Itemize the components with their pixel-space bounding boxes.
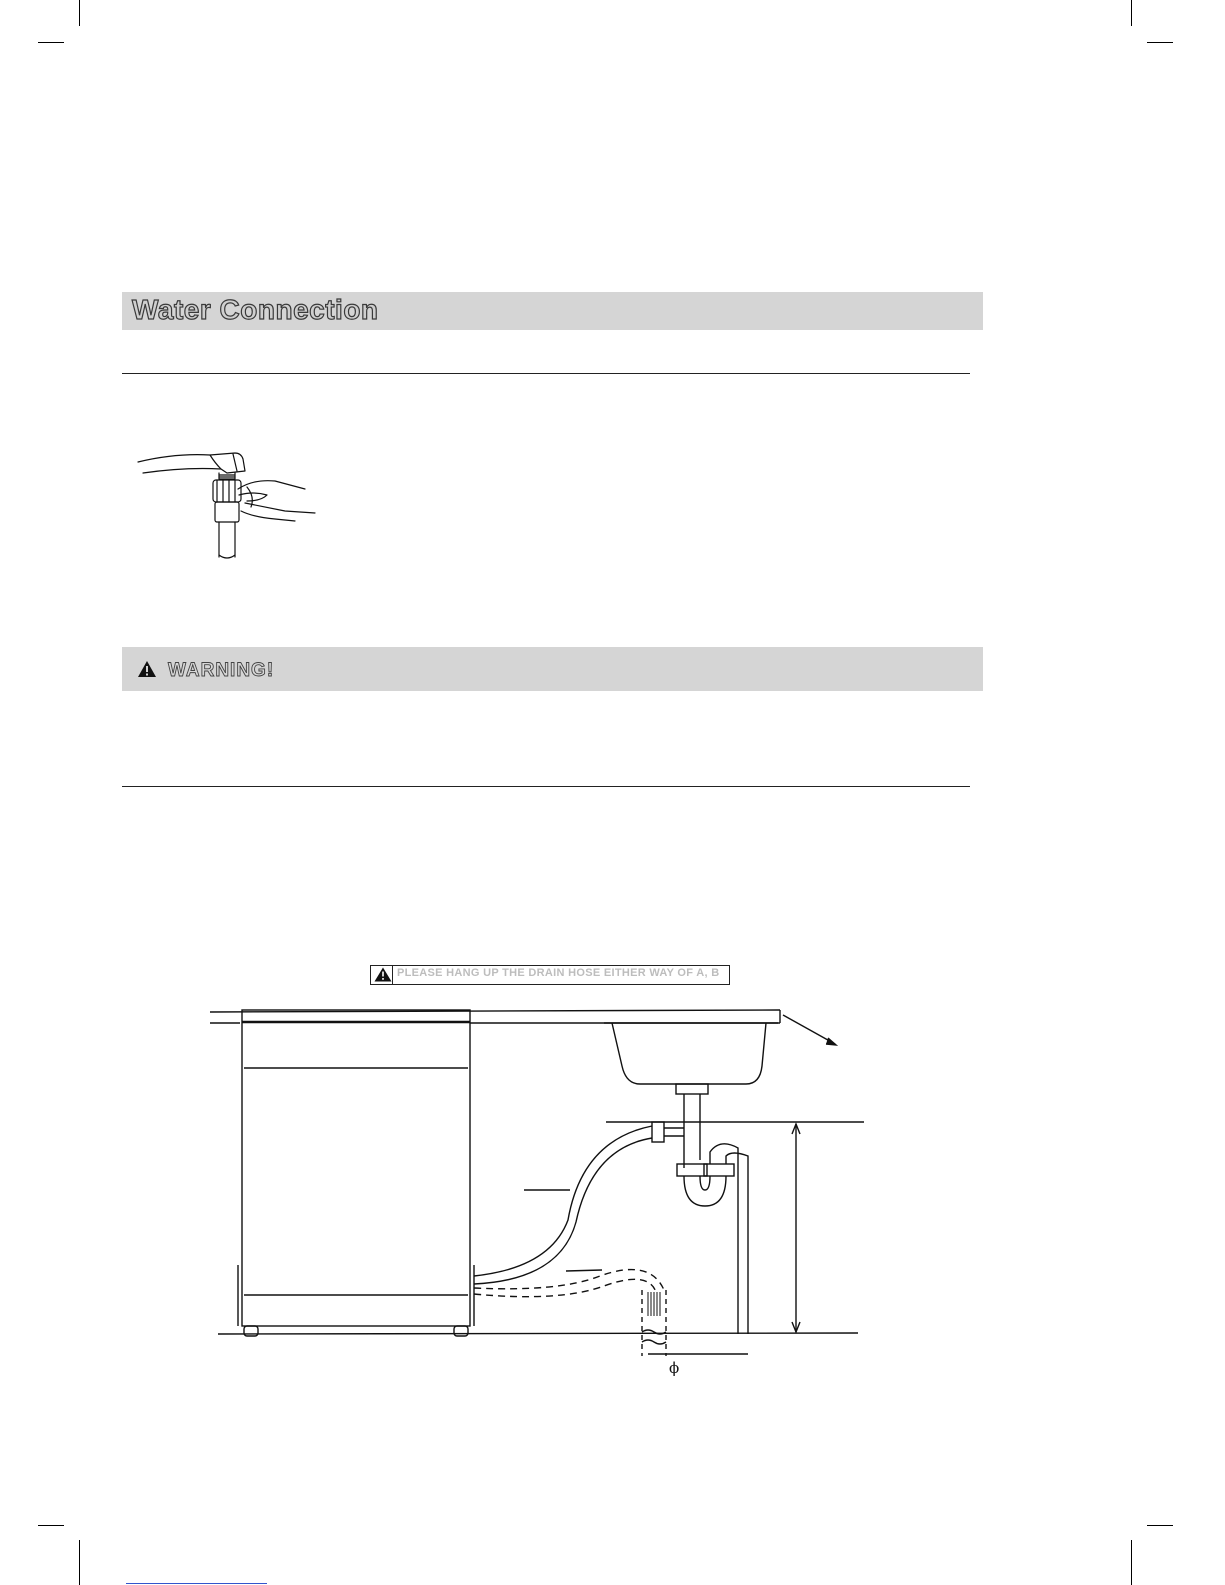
crop-mark xyxy=(79,1540,80,1585)
warning-title: WARNING! xyxy=(168,660,275,681)
crop-mark xyxy=(1147,1525,1173,1526)
crop-mark xyxy=(1131,1540,1132,1585)
footer-link-underline xyxy=(126,1583,267,1584)
warning-divider xyxy=(122,786,970,787)
crop-mark xyxy=(38,42,64,43)
crop-mark xyxy=(79,0,80,26)
crop-mark xyxy=(1147,42,1173,43)
drain-banner-text: PLEASE HANG UP THE DRAIN HOSE EITHER WAY OF A, B xyxy=(397,967,720,979)
faucet-hand-illustration xyxy=(135,445,325,565)
diameter-symbol: ϕ xyxy=(669,1359,680,1377)
section-title: Water Connection xyxy=(132,294,379,325)
crop-mark xyxy=(1131,0,1132,26)
crop-mark xyxy=(38,1525,64,1526)
drain-installation-diagram xyxy=(200,1000,880,1380)
warning-triangle-icon xyxy=(374,967,392,982)
warning-triangle-icon xyxy=(137,660,157,678)
drain-hose-banner xyxy=(370,965,730,985)
banner-divider xyxy=(392,966,393,984)
section-divider xyxy=(122,373,970,374)
